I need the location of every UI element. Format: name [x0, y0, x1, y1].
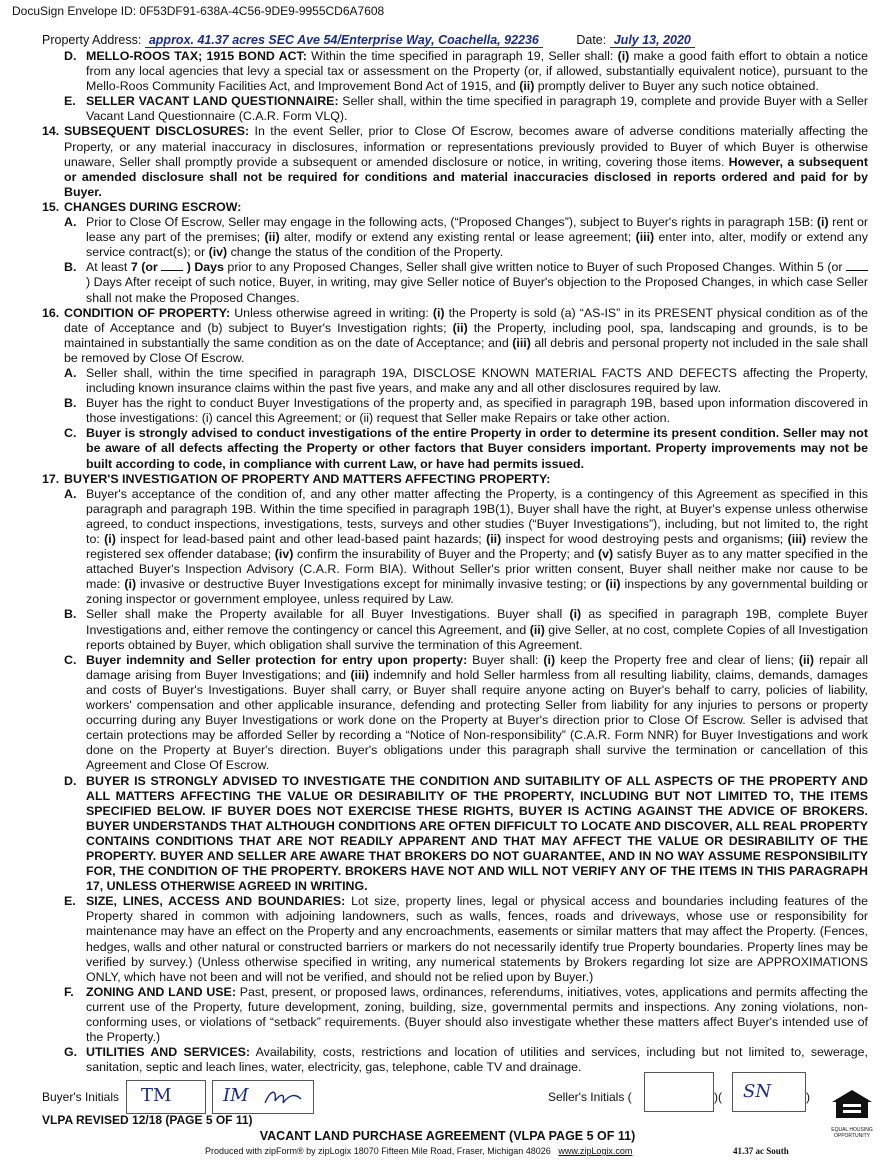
paragraph-15: 15. CHANGES DURING ESCROW:: [42, 199, 242, 214]
paragraph-17f: F. ZONING AND LAND USE: Past, present, or proposed laws, ordinances, referendums, initiatives, votes, applications and permits affecting the current use of the Property, future development, zoning, building, size, governmental permits and inspections. Any zoning violations, non-conforming uses, or violations of “setback” requirements. (Buyer should also investigate whether these matters affect Buyer's intended use of the Property.): [64, 984, 868, 1045]
seller-initials-box-1[interactable]: [644, 1072, 714, 1112]
footer-revised: VLPA REVISED 12/18 (PAGE 5 OF 11): [42, 1113, 253, 1127]
paragraph-14: 14. SUBSEQUENT DISCLOSURES: In the event Seller, prior to Close Of Escrow, becomes aware of adverse conditions materially affecting the Property, or any material inaccuracy in disclosures, information or representations previously provided to Buyer of which Buyer is otherwise unaware, Seller shall promptly provide a subsequent or amended disclosure or notice, in writing, covering those items. However, a subsequent or amended disclosure shall not be required for conditions and material inaccuracies disclosed in reports ordered and paid for by Buyer.: [42, 124, 868, 199]
buyer-initials-1: TM: [141, 1085, 172, 1106]
seller-initials-box-2[interactable]: [732, 1072, 806, 1112]
property-value: approx. 41.37 acres SEC Ave 54/Enterprise Way, Coachella, 92236: [145, 33, 543, 48]
paragraph-13e: E. SELLER VACANT LAND QUESTIONNAIRE: Seller shall, within the time specified in paragraph 19, complete and provide Buyer with a Seller Vacant Land Questionnaire (C.A.R. Form VLQ).: [64, 94, 868, 124]
seller-initials-2: SN: [743, 1081, 772, 1102]
equal-housing-logo: EQUAL HOUSING OPPORTUNITY: [828, 1088, 876, 1139]
footer-ref: 41.37 ac South: [733, 1146, 789, 1156]
paragraph-17b: B. Seller shall make the Property available for all Buyer Investigations. Buyer shall (i) as specified in paragraph 19B, complete Buyer Investigations and, either remove the contingency or cancel this Agreement, and (ii) give Seller, at no cost, complete Copies of all Investigation reports obtained by Buyer, which obligation shall survive the termination of this Agreement.: [64, 607, 868, 652]
paragraph-16a: A. Seller shall, within the time specified in paragraph 19A, DISCLOSE KNOWN MATERIAL FACTS AND DEFECTS affecting the Property, including known insurance claims within the past five years, and make any and all other disclosures required by law.: [64, 365, 868, 396]
paragraph-17c: C. Buyer indemnity and Seller protection for entry upon property: Buyer shall: (i) keep the Property free and clear of liens; (ii) repair all damage arising from Buyer Investigations; and (iii) indemnify and hold Seller harmless from all resulting liability, claims, demands, damages and costs of Buyer's Investigations. Buyer shall carry, or Buyer shall require anyone acting on Buyer's behalf to carry, policies of liability, workers' compensation and other applicable insurance, defending and protecting Seller from liability for any injuries to persons or property occurring during any Buyer Investigations or work done on the Property at Buyer's direction prior to Close Of Escrow. Seller is advised that certain protections may be afforded Seller by recording a “Notice of Non-responsibility” (C.A.R. Form NNR) for Buyer Investigations and work done on the Property at Buyer's direction. Buyer's obligations under this paragraph shall survive the termination or cancellation of this Agreement and Close Of Escrow.: [64, 652, 869, 773]
paragraph-16c: C. Buyer is strongly advised to conduct investigations of the entire Property in order to determine its present condition. Seller may not be aware of all defects affecting the Property or other factors that Buyer considers important. Property improvements may not be built according to code, in compliance with current Law, or have had permits issued.: [64, 426, 868, 471]
buyer-initials-2: IM: [223, 1085, 249, 1106]
buyer-initials-box-1[interactable]: [126, 1080, 206, 1114]
footer-produced: Produced with zipForm® by zipLogix 18070 Fifteen Mile Road, Fraser, Michigan 48026 www.zipLogix.com: [205, 1146, 633, 1156]
paragraph-17d: D. BUYER IS STRONGLY ADVISED TO INVESTIGATE THE CONDITION AND SUITABILITY OF ALL ASPECTS OF THE PROPERTY AND ALL MATTERS AFFECTING THE VALUE OR DESIRABILITY OF THE PROPERTY, INCLUDING BUT NOT LIMITED TO, THE ITEMS SPECIFIED BELOW. IF BUYER DOES NOT EXERCISE THESE RIGHTS, BUYER IS ACTING AGAINST THE ADVICE OF BROKERS. BUYER UNDERSTANDS THAT ALTHOUGH CONDITIONS ARE OFTEN DIFFICULT TO LOCATE AND DISCOVER, ALL REAL PROPERTY CONTAINS CONDITIONS THAT ARE NOT READILY APPARENT AND THAT MAY AFFECT THE VALUE OR DESIRABILITY OF THE PROPERTY. BUYER AND SELLER ARE AWARE THAT BROKERS DO NOT GUARANTEE, AND IN NO WAY ASSUME RESPONSIBILITY FOR, THE CONDITION OF THE PROPERTY. BROKERS HAVE NOT AND WILL NOT VERIFY ANY OF THE ITEMS IN THIS PARAGRAPH 17, UNLESS OTHERWISE AGREED IN WRITING.: [64, 773, 868, 894]
paragraph-17a: A. Buyer's acceptance of the condition of, and any other matter affecting the Property, is a contingency of this Agreement as specified in this paragraph and paragraph 19B. Within the time specified in paragraph 19B(1), Buyer shall have the right, at Buyer's expense unless otherwise agreed, to conduct inspections, investigations, tests, surveys and other studies (“Buyer Investigations”), including, but not limited to, the right to: (i) inspect for lead-based paint and other lead-based paint hazards; (ii) inspect for wood destroying pests and organisms; (iii) review the registered sex offender database; (iv) confirm the insurability of Buyer and the Property; and (v) satisfy Buyer as to any matter specified in the attached Buyer's Inspection Advisory (C.A.R. Form BIA). Without Seller's prior written consent, Buyer shall neither make nor cause to be made: (i) invasive or destructive Buyer Investigations except for minimally invasive testing; or (ii) inspections by any governmental building or zoning inspector or government employee, unless required by Law.: [64, 486, 869, 607]
document-body: [42, 49, 868, 1075]
footer-title: VACANT LAND PURCHASE AGREEMENT (VLPA PAGE 5 OF 11): [259, 1129, 636, 1143]
paragraph-17g: G. UTILITIES AND SERVICES: Availability, costs, restrictions and location of utilities and services, including but not limited to, sewerage, sanitation, septic and leach lines, water, electricity, gas, telephone, cable TV and drainage.: [64, 1045, 868, 1075]
initials-scribble-icon: [263, 1087, 303, 1109]
paragraph-15b: B. At least 7 (or ) Days prior to any Proposed Changes, Seller shall give written notice to Buyer of such Proposed Changes. Within 5 (or ) Days After receipt of such notice, Buyer, in writing, may give Seller notice of Buyer's objection to the Proposed Changes, in which case Seller shall not make the Proposed Changes.: [64, 260, 868, 305]
days-blank-1[interactable]: [161, 270, 183, 271]
property-label: Property Address:: [42, 33, 142, 47]
buyer-initials-box-2[interactable]: [212, 1080, 314, 1114]
days-blank-2[interactable]: [846, 270, 868, 271]
paragraph-17e: E. SIZE, LINES, ACCESS AND BOUNDARIES: Lot size, property lines, legal or physical access and boundaries including features of the Property shared in common with adjoining landowners, such as walls, fences, roads and driveways, whose use or responsibility for maintenance may have an effect on the Property and any encroachments, easements or similar matters that may affect the Property. (Fences, hedges, walls and other natural or constructed barriers or markers do not necessarily identify true Property boundaries. Property lines may be verified by survey.) (Unless otherwise specified in writing, any numerical statements by Brokers regarding lot size are APPROXIMATIONS ONLY, which have not been and will not be verified, and should not be relied upon by Buyer.): [64, 894, 868, 984]
paragraph-17: 17. BUYER'S INVESTIGATION OF PROPERTY AND MATTERS AFFECTING PROPERTY:: [42, 471, 551, 486]
date-value: July 13, 2020: [610, 33, 695, 48]
envelope-id: DocuSign Envelope ID: 0F53DF91-638A-4C56-9DE9-9955CD6A7608: [12, 4, 385, 18]
paragraph-15a: A. Prior to Close Of Escrow, Seller may engage in the following acts, (“Proposed Changes”), subject to Buyer's rights in paragraph 15B: (i) rent or lease any part of the premises; (ii) alter, modify or extend any existing rental or lease agreement; (iii) enter into, alter, modify or extend any service contract(s); or (iv) change the status of the condition of the Property.: [64, 215, 868, 260]
buyer-initials-label: Buyer's Initials: [42, 1090, 119, 1104]
paragraph-16b: B. Buyer has the right to conduct Buyer Investigations of the property and, as specified in paragraph 19B, based upon information discovered in those investigations: (i) cancel this Agreement; or (ii) request that Seller make Repairs or take other action.: [64, 396, 868, 426]
seller-initials-label: Seller's Initials (: [548, 1090, 632, 1104]
paragraph-13d: D. MELLO-ROOS TAX; 1915 BOND ACT: Within the time specified in paragraph 19, Seller shall: (i) make a good faith effort to obtain a notice from any local agencies that levy a special tax or assessment on the Property (or, if allowed, substantially equivalent notice), pursuant to the Mello-Roos Community Facilities Act, and Improvement Bond Act of 1915, and (ii) promptly deliver to Buyer any such notice obtained.: [64, 49, 868, 94]
date-label: Date:: [576, 33, 607, 47]
paragraph-16: 16. CONDITION OF PROPERTY: Unless otherwise agreed in writing: (i) the Property is sold (a) “AS-IS” in its PRESENT physical condition as of the date of Acceptance and (b) subject to Buyer's Investigation rights; (ii) the Property, including pool, spa, landscaping and grounds, is to be maintained in substantially the same condition as on the date of Acceptance; and (iii) all debris and personal property not included in the sale shall be removed by Close Of Escrow.: [42, 305, 869, 365]
house-icon: [828, 1088, 876, 1122]
property-address-line: [42, 33, 872, 47]
ziplogix-link[interactable]: www.zipLogix.com: [558, 1146, 633, 1156]
